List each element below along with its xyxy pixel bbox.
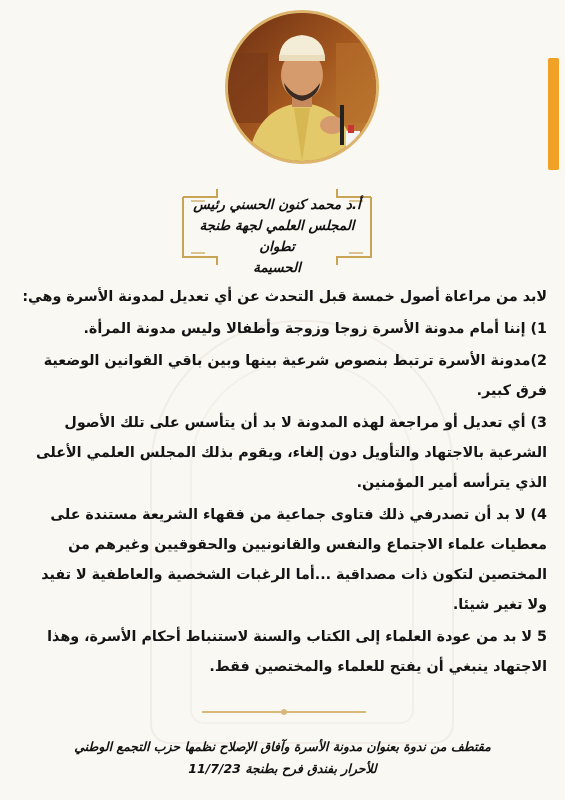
accent-bar [548,58,559,170]
point-2: 2)مدونة الأسرة ترتبط بنصوص شرعية بينها وبين باقي القوانين الوضعية فرق كبير. [43,353,547,399]
footer-caption: مقتطف من ندوة بعنوان مدونة الأسرة وآفاق الإصلاح نظمها حزب التجمع الوطني للأحرار بفندق فرح بطنجة 11/7/23 [74,739,491,776]
point-1: 1) إننا أمام مدونة الأسرة زوجا وزوجة وأطفالا وليس مدونة المرأة. [83,321,547,337]
speaker-name-plate [177,187,377,276]
article-body [18,282,547,682]
intro-paragraph: لابد من مراعاة أصول خمسة قبل التحدث عن أي تعديل لمدونة الأسرة وهي: [22,289,547,305]
footer-divider [200,701,368,709]
point-4: 4) لا بد أن تصدرفي ذلك فتاوى جماعية من فقهاء الشريعة مستندة على معطيات علماء الاجتماع والنفس والقانونيين والحقوقيين وغيرهم من المختصين لتكون ذات مصداقية ...أما الرغبات الشخصية والعاطفية لا تفيد ولا تغير شيئا. [41,507,547,613]
point-5: 5 لا بد من عودة العلماء إلى الكتاب والسنة لاستنباط أحكام الأسرة، وهذا الاجتهاد ينبغي أن يفتح للعلماء والمختصين فقط. [47,629,547,675]
speaker-photo [225,10,379,164]
point-3: 3) أي تعديل أو مراجعة لهذه المدونة لا بد أن يتأسس على تلك الأصول الشرعية بالاجتهاد والتأويل دون إلغاء، ويقوم بذلك المجلس العلمي الأعلى الذي يترأسه أمير المؤمنين. [35,415,547,491]
speaker-name: أ.د محمد كنون الحسني رئيس المجلس العلمي لجهة طنجة تطوان الحسيمة [193,197,361,276]
